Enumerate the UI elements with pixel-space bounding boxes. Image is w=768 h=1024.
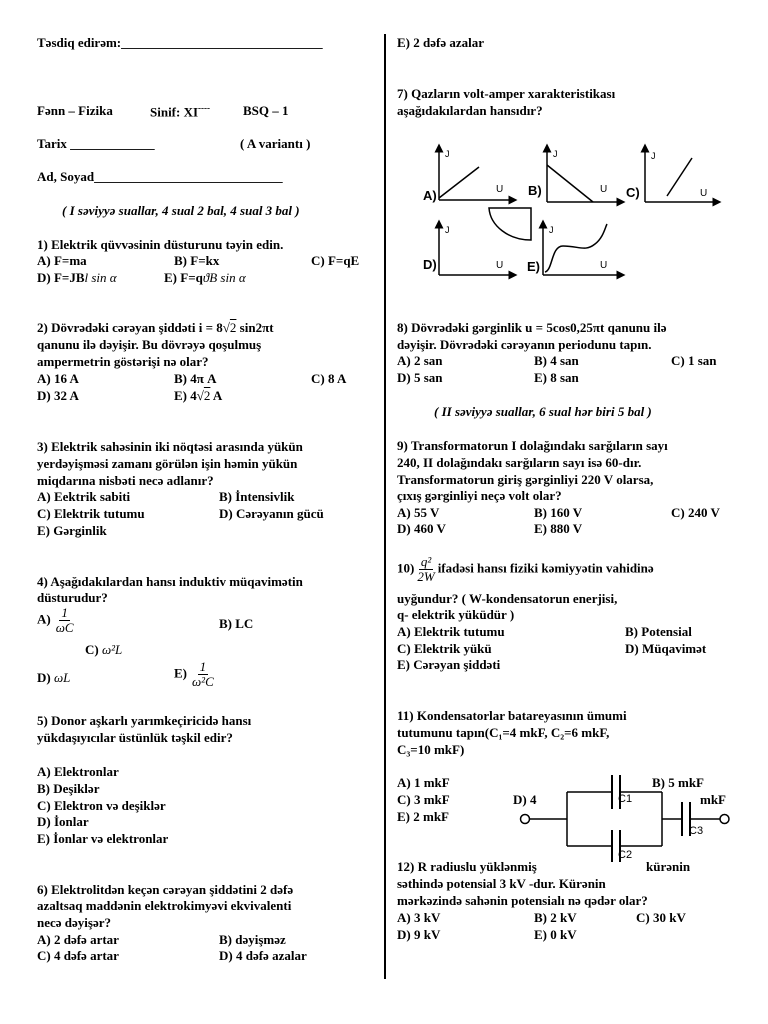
q6-line1: 6) Elektrolitdən keçən cərəyan şiddətini 2 dəfə [37, 882, 294, 897]
graph-a-label: A) [423, 188, 437, 203]
svg-text:J: J [549, 225, 554, 235]
q8-option-b: B) 4 san [534, 353, 579, 368]
q6-option-c: C) 4 dəfə artar [37, 948, 119, 963]
q2-option-d: D) 32 A [37, 388, 79, 403]
q9-option-b: B) 160 V [534, 505, 583, 520]
q1-option-e: E) F=qϑB sin α [164, 270, 246, 285]
q8-option-a: A) 2 san [397, 353, 443, 368]
q3-line2: yerdəyişməsi zamanı görülən işin həmin yükün [37, 456, 298, 471]
svg-text:J: J [445, 225, 450, 235]
q2-option-a: A) 16 A [37, 371, 79, 386]
q4-option-b: B) LC [219, 616, 254, 631]
subject: Fənn – Fizika [37, 103, 113, 118]
q2-option-e: E) 4√2 A [174, 388, 223, 403]
q4-line2: düsturudur? [37, 590, 108, 605]
q3-option-c: C) Elektrik tutumu [37, 506, 145, 521]
confirm-line: Təsdiq edirəm:_______________________________ [37, 35, 323, 50]
q5-option-c: C) Elektron və deşiklər [37, 798, 166, 813]
graph-c [626, 148, 717, 202]
q1-option-c: C) F=qE [311, 253, 360, 268]
test-code: BSQ – 1 [243, 103, 289, 118]
q11-line3: C₃=10 mkF) [397, 742, 465, 757]
date-line: Tarix _____________ [37, 136, 155, 151]
axis-u-label: U [496, 184, 504, 195]
q9-line2: 240, II dolağındakı sarğıların sayı isə 60-dır. [397, 455, 642, 470]
q12-line2: səthində potensial 3 kV -dur. Kürənin [397, 876, 606, 891]
q6-option-e: E) 2 dəfə azalar [397, 35, 485, 50]
q4-option-a: A) $\frac{1}{\omega C}$ [37, 605, 74, 635]
q3-option-a: A) Eektrik sabiti [37, 489, 131, 504]
q6-option-b: B) dəyişməz [219, 932, 286, 947]
q3-line1: 3) Elektrik sahəsinin iki nöqtəsi arasında yükün [37, 439, 303, 454]
graph-d [423, 224, 513, 275]
variant: ( A variantı ) [240, 136, 311, 151]
q12-line3: mərkəzində sahənin potensialı nə qədər olar? [397, 893, 648, 908]
svg-text:U: U [496, 260, 504, 271]
q1-option-b: B) F=kx [174, 253, 220, 268]
q12-option-b: B) 2 kV [534, 910, 577, 925]
terminal-left [521, 815, 530, 824]
c3-label: C3 [689, 825, 704, 837]
terminal-right [720, 815, 729, 824]
q6-option-d: D) 4 dəfə azalar [219, 948, 307, 963]
q12-option-e: E) 0 kV [534, 927, 577, 942]
q2-option-b: B) 4π A [174, 371, 217, 386]
graph-e [527, 224, 621, 275]
q11-option-b: B) 5 mkF [652, 775, 704, 790]
q8-option-e: E) 8 san [534, 370, 579, 385]
q10-option-e: E) Cərəyan şiddəti [397, 657, 501, 672]
graph-d-label: D) [423, 257, 437, 272]
q6-option-a: A) 2 dəfə artar [37, 932, 119, 947]
q12-option-a: A) 3 kV [397, 910, 441, 925]
q11-option-e: E) 2 mkF [397, 809, 449, 824]
c1-label: C1 [618, 793, 633, 805]
q12-option-c: C) 30 kV [636, 910, 686, 925]
q11-option-c: C) 3 mkF [397, 792, 450, 807]
q2-option-c: C) 8 A [311, 371, 347, 386]
class-label: Sinif: XI---- [150, 103, 211, 120]
q4-line1: 4) Aşağıdakılardan hansı induktiv müqavimətin [37, 574, 303, 589]
q11-option-d: D) 4 [513, 792, 537, 807]
q11-option-d-unit: mkF [700, 792, 726, 807]
graph-e-label: E) [527, 259, 540, 274]
graph-c-label: C) [626, 185, 640, 200]
q3-option-e: E) Gərginlik [37, 523, 107, 538]
graph-a [423, 148, 513, 203]
q6-line3: necə dəyişər? [37, 915, 112, 930]
q5-line1: 5) Donor aşkarlı yarımkeçiricidə hansı [37, 713, 252, 728]
q9-option-e: E) 880 V [534, 521, 583, 536]
q12-line1-right: kürənin [646, 859, 691, 874]
q9-option-c: C) 240 V [671, 505, 720, 520]
q10-line2: uyğundur? ( W-kondensatorun enerjisi, [397, 591, 618, 606]
q11-line2: tutumunu tapın(C₁=4 mkF, C₂=6 mkF, [397, 725, 610, 740]
capacitor-circuit [515, 770, 735, 865]
graph-b [528, 148, 621, 202]
q5-line2: yükdaşıyıcılar üstünlük təşkil edir? [37, 730, 233, 745]
svg-text:J: J [553, 149, 558, 159]
section-1-title: ( I səviyyə suallar, 4 sual 2 bal, 4 sual 3 bal ) [62, 203, 300, 218]
quarter-shape [489, 208, 531, 240]
q10-option-d: D) Müqavimət [625, 641, 707, 656]
q10-line1: 10) $\frac{\text{q²}}{2W}$ ifadəsi hansı fiziki kəmiyyətin vahidinə [397, 554, 654, 584]
name-line: Ad, Soyad_____________________________ [37, 169, 283, 184]
svg-text:U: U [600, 184, 608, 195]
q4-option-c: C) ω²L [85, 642, 123, 657]
q2-line3: ampermetrin göstərişi nə olar? [37, 354, 209, 369]
q11-line1: 11) Kondensatorlar batareyasının ümumi [397, 708, 627, 723]
q2-line2: qanunu ilə dəyişir. Bu dövrəyə qoşulmuş [37, 337, 262, 352]
q12-option-d: D) 9 kV [397, 927, 441, 942]
q7-line1: 7) Qazların volt-amper xarakteristikası [397, 86, 616, 101]
svg-text:U: U [600, 260, 608, 271]
q9-option-a: A) 55 V [397, 505, 440, 520]
q9-line4: çıxış gərginliyi neçə volt olar? [397, 488, 562, 503]
column-divider [384, 34, 386, 979]
q7-graphs [395, 140, 735, 285]
q3-option-d: D) Cərəyanın gücü [219, 506, 324, 521]
q5-option-d: D) İonlar [37, 814, 89, 829]
q7-line2: aşağıdakılardan hansıdır? [397, 103, 543, 118]
q9-line3: Transformatorun giriş gərginliyi 220 V olarsa, [397, 472, 654, 487]
q9-option-d: D) 460 V [397, 521, 446, 536]
q5-option-a: A) Elektronlar [37, 764, 119, 779]
q1-option-a: A) F=ma [37, 253, 87, 268]
q11-option-a: A) 1 mkF [397, 775, 450, 790]
q2-line1: 2) Dövrədəki cərəyan şiddəti i = 8√2 sin2πt [37, 320, 274, 335]
q8-line1: 8) Dövrədəki gərginlik u = 5cos0,25πt qanunu ilə [397, 320, 667, 335]
q10-option-c: C) Elektrik yükü [397, 641, 492, 656]
q10-option-b: B) Potensial [625, 624, 692, 639]
c2-label: C2 [618, 849, 633, 861]
svg-text:J: J [651, 151, 656, 161]
q3-option-b: B) İntensivlik [219, 489, 295, 504]
q10-option-a: A) Elektrik tutumu [397, 624, 505, 639]
q4-option-d: D) ωL [37, 670, 71, 685]
section-2-title: ( II səviyyə suallar, 6 sual hər biri 5 bal ) [434, 404, 652, 419]
axis-j-label: J [445, 149, 450, 159]
q8-option-d: D) 5 san [397, 370, 443, 385]
q8-option-c: C) 1 san [671, 353, 717, 368]
q9-line1: 9) Transformatorun I dolağındakı sarğıların sayı [397, 438, 668, 453]
graph-b-label: B) [528, 183, 542, 198]
q8-line2: dəyişir. Dövrədəki cərəyanın periodunu tapın. [397, 337, 652, 352]
q10-line3: q- elektrik yüküdür ) [397, 607, 515, 622]
q3-line3: miqdarına nisbəti necə adlanır? [37, 473, 214, 488]
q4-option-e: E) $\frac{1}{\text{ω²C}}$ [174, 659, 214, 689]
svg-text:U: U [700, 188, 708, 199]
q1-option-d: D) F=JBl sin α [37, 270, 117, 285]
q12-line1: 12) R radiuslu yüklənmiş [397, 859, 537, 874]
q1-text: 1) Elektrik qüvvəsinin düsturunu təyin edin. [37, 237, 284, 252]
q5-option-b: B) Deşiklər [37, 781, 100, 796]
q5-option-e: E) İonlar və elektronlar [37, 831, 169, 846]
q6-line2: azaltsaq maddənin elektrokimyəvi ekvivalenti [37, 898, 292, 913]
